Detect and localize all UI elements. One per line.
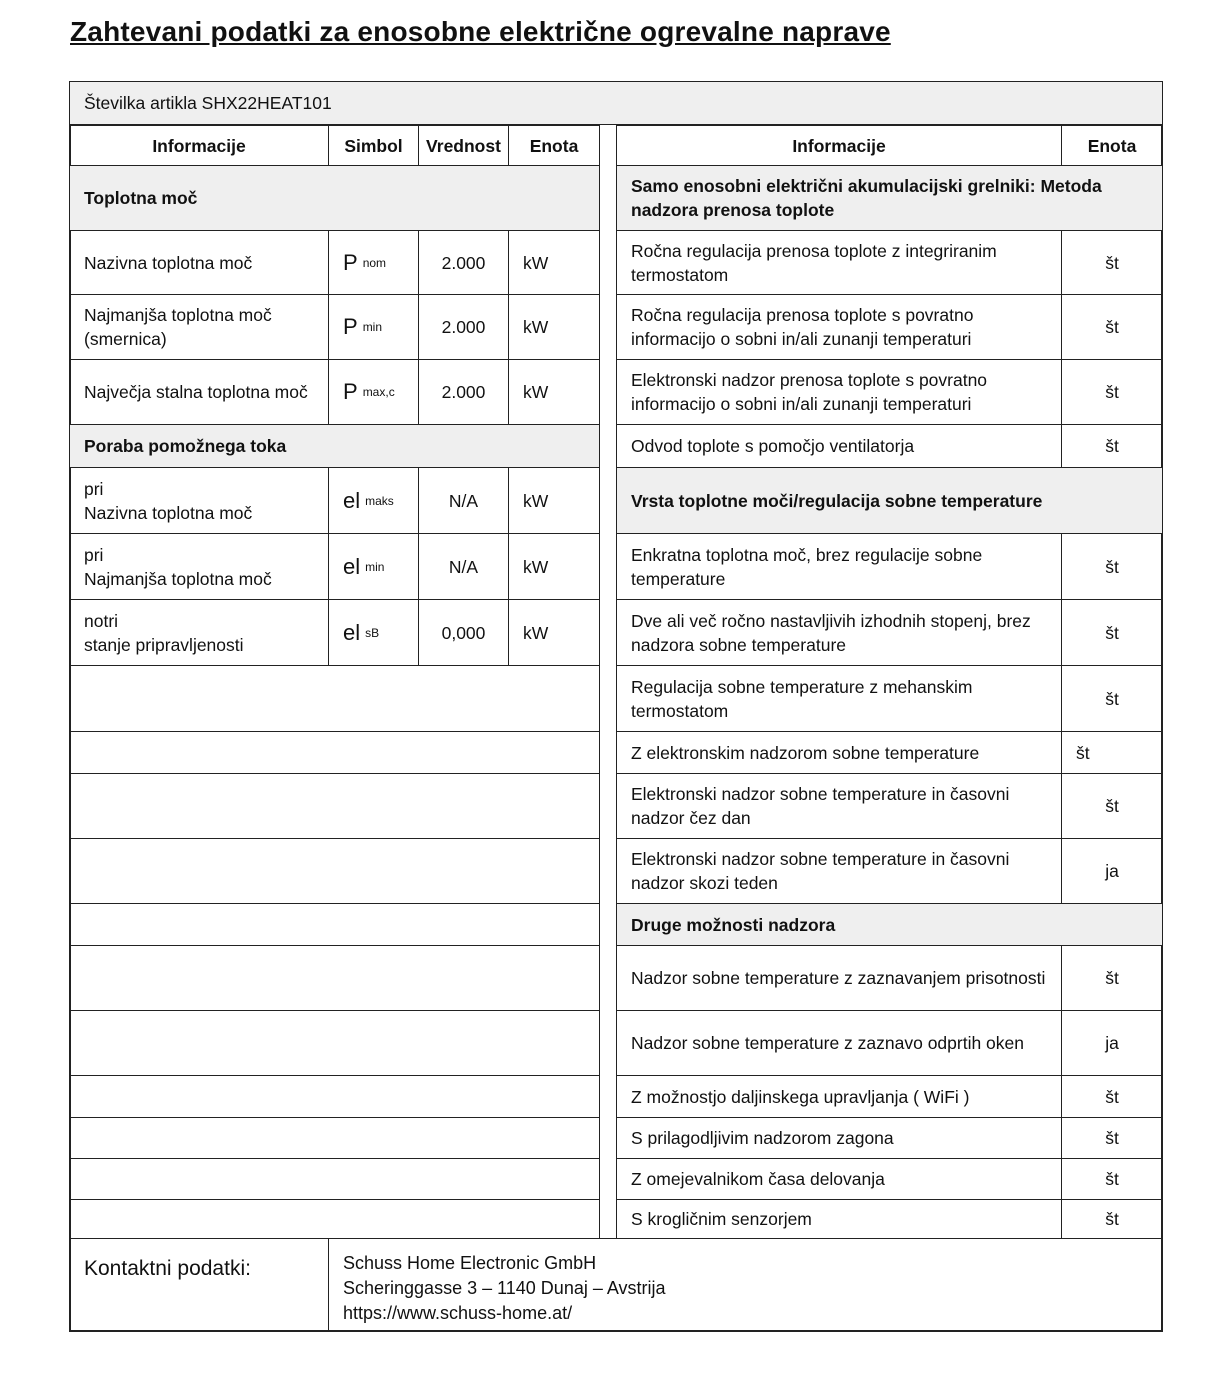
other-row-unit: št	[1061, 1158, 1163, 1200]
column-separator	[599, 125, 617, 1238]
contact-website[interactable]: https://www.schuss-home.at/	[343, 1303, 573, 1323]
other-row-unit: ja	[1061, 1010, 1163, 1076]
empty-row	[69, 665, 600, 732]
type-row-info: Elektronski nadzor sobne temperature in časovni nadzor skozi teden	[616, 838, 1062, 904]
left-header-symbol: Simbol	[328, 125, 419, 166]
storage-row-info: Odvod toplote s pomočjo ventilatorja	[616, 424, 1062, 468]
type-row-info: Elektronski nadzor sobne temperature in časovni nadzor čez dan	[616, 773, 1062, 839]
heat-row-unit: kW	[508, 230, 600, 295]
empty-row	[69, 1075, 600, 1118]
other-row-info: S prilagodljivim nadzorom zagona	[616, 1117, 1062, 1159]
type-row-info: Enkratna toplotna moč, brez regulacije sobne temperature	[616, 533, 1062, 600]
storage-row-unit: št	[1061, 294, 1163, 360]
heat-row-symbol: P nom	[328, 230, 419, 295]
storage-row-info: Ročna regulacija prenosa toplote z integriranim termostatom	[616, 230, 1062, 295]
heat-row-info: Nazivna toplotna moč	[69, 230, 329, 295]
aux-row-value: 0,000	[418, 599, 509, 666]
type-row-unit: št	[1061, 773, 1163, 839]
right-header-unit: Enota	[1061, 125, 1163, 166]
aux-row-info: notri stanje pripravljenosti	[69, 599, 329, 666]
heat-row-value: 2.000	[418, 294, 509, 360]
aux-row-value: N/A	[418, 533, 509, 600]
other-row-unit: št	[1061, 1199, 1163, 1239]
type-row-info: Regulacija sobne temperature z mehanskim termostatom	[616, 665, 1062, 732]
empty-row	[69, 773, 600, 839]
heat-row-value: 2.000	[418, 230, 509, 295]
heat-row-symbol: P max,c	[328, 359, 419, 425]
page-title: Zahtevani podatki za enosobne električne ogrevalne naprave	[70, 16, 891, 47]
aux-row-info: pri Nazivna toplotna moč	[69, 467, 329, 534]
aux-row-unit: kW	[508, 533, 600, 600]
heat-row-value: 2.000	[418, 359, 509, 425]
other-row-info: Nadzor sobne temperature z zaznavo odprtih oken	[616, 1010, 1062, 1076]
aux-row-value: N/A	[418, 467, 509, 534]
contact-label: Kontaktni podatki:	[69, 1238, 329, 1332]
empty-row	[69, 838, 600, 904]
empty-row	[69, 1117, 600, 1159]
storage-row-info: Ročna regulacija prenosa toplote s povratno informacijo o sobni in/ali zunanji temperaturi	[616, 294, 1062, 360]
aux-row-info: pri Najmanjša toplotna moč	[69, 533, 329, 600]
other-row-info: Z možnostjo daljinskega upravljanja ( WiFi )	[616, 1075, 1062, 1118]
left-header-info: Informacije	[69, 125, 329, 166]
empty-row	[69, 1158, 600, 1200]
section-heat-output: Toplotna moč	[69, 165, 600, 231]
section-other-controls: Druge možnosti nadzora	[616, 903, 1163, 946]
empty-row	[69, 1199, 600, 1239]
section-storage-heaters: Samo enosobni električni akumulacijski grelniki: Metoda nadzora prenosa toplote	[616, 165, 1163, 231]
other-row-unit: št	[1061, 1117, 1163, 1159]
type-row-info: Dve ali več ročno nastavljivih izhodnih stopenj, brez nadzora sobne temperature	[616, 599, 1062, 666]
heat-row-unit: kW	[508, 359, 600, 425]
heat-row-unit: kW	[508, 294, 600, 360]
storage-row-unit: št	[1061, 230, 1163, 295]
heat-row-info: Najmanjša toplotna moč (smernica)	[69, 294, 329, 360]
type-row-info: Z elektronskim nadzorom sobne temperature	[616, 731, 1062, 774]
aux-row-unit: kW	[508, 599, 600, 666]
other-row-unit: št	[1061, 945, 1163, 1011]
storage-row-info: Elektronski nadzor prenosa toplote s povratno informacijo o sobni in/ali zunanji temperaturi	[616, 359, 1062, 425]
type-row-unit: št	[1061, 599, 1163, 666]
contact-company: Schuss Home Electronic GmbH	[343, 1253, 597, 1273]
article-number-row: Številka artikla SHX22HEAT101	[69, 81, 1163, 125]
heat-row-info: Največja stalna toplotna moč	[69, 359, 329, 425]
other-row-info: Z omejevalnikom časa delovanja	[616, 1158, 1062, 1200]
left-header-unit: Enota	[508, 125, 600, 166]
empty-row	[69, 945, 600, 1011]
storage-row-unit: št	[1061, 424, 1163, 468]
type-row-unit: ja	[1061, 838, 1163, 904]
left-header-value: Vrednost	[418, 125, 509, 166]
storage-row-unit: št	[1061, 359, 1163, 425]
section-heat-output-type: Vrsta toplotne moči/regulacija sobne temperature	[616, 467, 1163, 534]
other-row-info: Nadzor sobne temperature z zaznavanjem prisotnosti	[616, 945, 1062, 1011]
aux-row-symbol: el sB	[328, 599, 419, 666]
other-row-info: S krogličnim senzorjem	[616, 1199, 1062, 1239]
right-header-info: Informacije	[616, 125, 1062, 166]
contact-details	[328, 1238, 1163, 1332]
type-row-unit: št	[1061, 731, 1163, 774]
contact-address: Scheringgasse 3 – 1140 Dunaj – Avstrija	[343, 1278, 666, 1298]
section-auxiliary-consumption: Poraba pomožnega toka	[69, 424, 600, 468]
heat-row-symbol: P min	[328, 294, 419, 360]
other-row-unit: št	[1061, 1075, 1163, 1118]
empty-row	[69, 731, 600, 774]
aux-row-unit: kW	[508, 467, 600, 534]
type-row-unit: št	[1061, 533, 1163, 600]
type-row-unit: št	[1061, 665, 1163, 732]
empty-row	[69, 903, 600, 946]
aux-row-symbol: el maks	[328, 467, 419, 534]
aux-row-symbol: el min	[328, 533, 419, 600]
empty-row	[69, 1010, 600, 1076]
